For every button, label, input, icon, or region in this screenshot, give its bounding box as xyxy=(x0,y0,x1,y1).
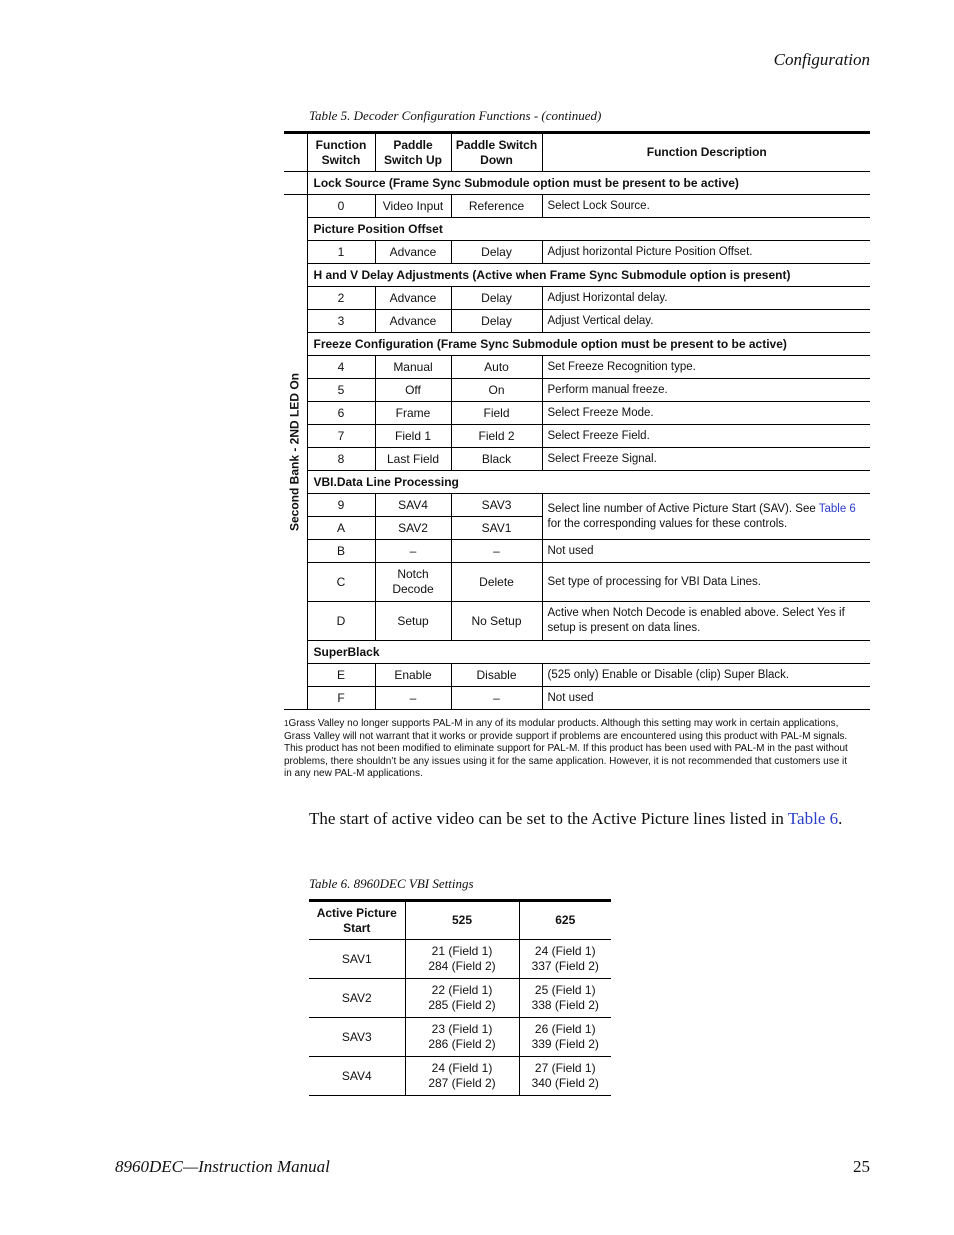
section-title: H and V Delay Adjustments (Active when Frame Sync Submodule option is present) xyxy=(307,264,870,287)
field2-line: 337 (Field 2) xyxy=(531,959,599,973)
paddle-down-cell: Delay xyxy=(451,310,542,333)
field2-line: 340 (Field 2) xyxy=(531,1076,599,1090)
switch-cell: B xyxy=(307,540,375,563)
section-row-vbi xyxy=(284,471,870,494)
table-header-row xyxy=(309,901,611,940)
switch-cell: 4 xyxy=(307,356,375,379)
625-cell xyxy=(519,1018,611,1057)
paddle-down-cell: Delete xyxy=(451,563,542,602)
field2-line: 286 (Field 2) xyxy=(428,1037,496,1051)
section-title: Freeze Configuration (Frame Sync Submodule option must be present to be active) xyxy=(307,333,870,356)
paddle-up-cell: SAV2 xyxy=(375,517,451,540)
field2-line: 285 (Field 2) xyxy=(428,998,496,1012)
paddle-up-cell: Field 1 xyxy=(375,425,451,448)
section-title: VBI.Data Line Processing xyxy=(307,471,870,494)
col-header-function-switch: Function Switch xyxy=(307,133,375,172)
table-row xyxy=(284,310,870,333)
field1-line: 24 (Field 1) xyxy=(431,1061,493,1075)
paddle-up-cell: Enable xyxy=(375,664,451,687)
description-cell xyxy=(542,494,870,540)
paddle-up-cell: Manual xyxy=(375,356,451,379)
description-cell: Select Lock Source. xyxy=(542,195,870,218)
table5-container xyxy=(284,131,870,710)
table-row xyxy=(284,494,870,517)
table-row xyxy=(284,425,870,448)
table-corner xyxy=(284,133,307,172)
table-row xyxy=(284,448,870,471)
paddle-down-cell: – xyxy=(451,687,542,710)
525-cell xyxy=(405,1057,519,1096)
page-number: 25 xyxy=(853,1157,870,1176)
side-label-cell xyxy=(284,195,307,710)
footnote-marker: 1 xyxy=(284,719,289,728)
section-row-hv-delay xyxy=(284,264,870,287)
paddle-up-cell: Advance xyxy=(375,287,451,310)
field2-line: 338 (Field 2) xyxy=(531,998,599,1012)
525-cell xyxy=(405,940,519,979)
paddle-up-cell: – xyxy=(375,687,451,710)
section-title: Lock Source (Frame Sync Submodule option must be present to be active) xyxy=(307,172,870,195)
sav-cell: SAV2 xyxy=(309,979,405,1018)
description-cell: Set type of processing for VBI Data Lines. xyxy=(542,563,870,602)
description-cell: Select Freeze Signal. xyxy=(542,448,870,471)
paddle-down-cell: Delay xyxy=(451,241,542,264)
switch-cell: E xyxy=(307,664,375,687)
field1-line: 23 (Field 1) xyxy=(431,1022,493,1036)
description-cell: Adjust horizontal Picture Position Offset. xyxy=(542,241,870,264)
525-cell xyxy=(405,979,519,1018)
paddle-down-cell: No Setup xyxy=(451,602,542,641)
switch-cell: A xyxy=(307,517,375,540)
decoder-config-table xyxy=(284,131,870,710)
description-cell: Not used xyxy=(542,540,870,563)
field2-line: 339 (Field 2) xyxy=(531,1037,599,1051)
switch-cell: D xyxy=(307,602,375,641)
col-header-525: 525 xyxy=(405,901,519,940)
col-header-paddle-down: Paddle Switch Down xyxy=(451,133,542,172)
section-row-lock-source xyxy=(284,172,870,195)
section-title: Picture Position Offset xyxy=(307,218,870,241)
paddle-down-cell: Field 2 xyxy=(451,425,542,448)
footnote xyxy=(284,718,854,781)
switch-cell: C xyxy=(307,563,375,602)
paddle-down-cell: On xyxy=(451,379,542,402)
paddle-down-cell: Reference xyxy=(451,195,542,218)
table6-link[interactable]: Table 6 xyxy=(818,502,856,515)
table-row xyxy=(309,940,611,979)
table-row xyxy=(284,241,870,264)
table6-caption: Table 6. 8960DEC VBI Settings xyxy=(309,876,474,891)
description-text: for the corresponding values for these controls. xyxy=(547,517,788,530)
sav-cell: SAV3 xyxy=(309,1018,405,1057)
table-row xyxy=(284,540,870,563)
paddle-up-cell: Video Input xyxy=(375,195,451,218)
paddle-down-cell: – xyxy=(451,540,542,563)
table-row xyxy=(284,195,870,218)
paddle-up-cell: Frame xyxy=(375,402,451,425)
description-cell: Adjust Horizontal delay. xyxy=(542,287,870,310)
switch-cell: 1 xyxy=(307,241,375,264)
paddle-up-cell: Setup xyxy=(375,602,451,641)
description-cell: (525 only) Enable or Disable (clip) Super Black. xyxy=(542,664,870,687)
625-cell xyxy=(519,979,611,1018)
switch-cell: 2 xyxy=(307,287,375,310)
paddle-up-cell: Notch Decode xyxy=(375,563,451,602)
625-cell xyxy=(519,940,611,979)
paddle-down-cell: Delay xyxy=(451,287,542,310)
switch-cell: 0 xyxy=(307,195,375,218)
switch-cell: 9 xyxy=(307,494,375,517)
vbi-settings-table xyxy=(309,899,611,1096)
table-row xyxy=(284,664,870,687)
switch-cell: 8 xyxy=(307,448,375,471)
paddle-up-cell: Advance xyxy=(375,241,451,264)
paddle-down-cell: SAV1 xyxy=(451,517,542,540)
paddle-down-cell: Disable xyxy=(451,664,542,687)
field1-line: 26 (Field 1) xyxy=(534,1022,596,1036)
description-text: Select line number of Active Picture Start (SAV). See xyxy=(547,502,819,515)
paddle-down-cell: Field xyxy=(451,402,542,425)
paddle-down-cell: Auto xyxy=(451,356,542,379)
col-header-625: 625 xyxy=(519,901,611,940)
running-header: Configuration xyxy=(773,50,870,69)
section-row-superblack xyxy=(284,641,870,664)
table-row xyxy=(309,1057,611,1096)
switch-cell: 6 xyxy=(307,402,375,425)
sav-cell: SAV4 xyxy=(309,1057,405,1096)
switch-cell: 7 xyxy=(307,425,375,448)
field2-line: 284 (Field 2) xyxy=(428,959,496,973)
switch-cell: F xyxy=(307,687,375,710)
625-cell xyxy=(519,1057,611,1096)
table-row xyxy=(284,687,870,710)
field1-line: 27 (Field 1) xyxy=(534,1061,596,1075)
section-row-picture-position xyxy=(284,218,870,241)
section-title: SuperBlack xyxy=(307,641,870,664)
col-header-description: Function Description xyxy=(542,133,870,172)
table-row xyxy=(284,402,870,425)
table-row xyxy=(284,602,870,641)
field1-line: 22 (Field 1) xyxy=(431,983,493,997)
description-cell: Not used xyxy=(542,687,870,710)
section-row-freeze xyxy=(284,333,870,356)
description-cell: Perform manual freeze. xyxy=(542,379,870,402)
paddle-up-cell: Off xyxy=(375,379,451,402)
field1-line: 24 (Field 1) xyxy=(534,944,596,958)
description-cell: Select Freeze Mode. xyxy=(542,402,870,425)
table6-link[interactable]: Table 6 xyxy=(787,809,839,828)
sav-cell: SAV1 xyxy=(309,940,405,979)
table-row xyxy=(284,356,870,379)
footer-title: 8960DEC—Instruction Manual xyxy=(115,1157,330,1176)
table-header-row xyxy=(284,133,870,172)
table-row xyxy=(309,1018,611,1057)
body-paragraph xyxy=(309,808,869,829)
description-cell: Select Freeze Field. xyxy=(542,425,870,448)
side-label: Second Bank - 2ND LED On xyxy=(287,372,302,532)
table-row xyxy=(284,563,870,602)
paragraph-text: The start of active video can be set to the Active Picture lines listed in xyxy=(309,809,788,828)
switch-cell: 3 xyxy=(307,310,375,333)
description-cell: Active when Notch Decode is enabled above. Select Yes if setup is present on data lines. xyxy=(542,602,870,641)
footnote-text: Grass Valley no longer supports PAL-M in any of its modular products. Although this setting may work in certain applications, Grass Valley will not warrant that it works or provide support if problems are encountered using this product with PAL-M signals. This product has not been modified to eliminate support for PAL-M. If this product has been used with PAL-M in the past without problems, there shouldn’t be any issues using it for the same application. However, it is not recommended that customers use it in any new PAL-M applications. xyxy=(284,718,848,779)
col-header-paddle-up: Paddle Switch Up xyxy=(375,133,451,172)
col-header-active-picture-start: Active Picture Start xyxy=(309,901,405,940)
field2-line: 287 (Field 2) xyxy=(428,1076,496,1090)
paddle-up-cell: Advance xyxy=(375,310,451,333)
paddle-down-cell: SAV3 xyxy=(451,494,542,517)
table5-caption: Table 5. Decoder Configuration Functions - (continued) xyxy=(309,108,602,123)
switch-cell: 5 xyxy=(307,379,375,402)
paddle-up-cell: Last Field xyxy=(375,448,451,471)
paragraph-end: . xyxy=(838,809,843,828)
paddle-up-cell: – xyxy=(375,540,451,563)
description-cell: Adjust Vertical delay. xyxy=(542,310,870,333)
table-row xyxy=(309,979,611,1018)
paddle-down-cell: Black xyxy=(451,448,542,471)
table-row xyxy=(284,287,870,310)
table-row xyxy=(284,379,870,402)
field1-line: 25 (Field 1) xyxy=(534,983,596,997)
525-cell xyxy=(405,1018,519,1057)
field1-line: 21 (Field 1) xyxy=(431,944,493,958)
description-cell: Set Freeze Recognition type. xyxy=(542,356,870,379)
paddle-up-cell: SAV4 xyxy=(375,494,451,517)
